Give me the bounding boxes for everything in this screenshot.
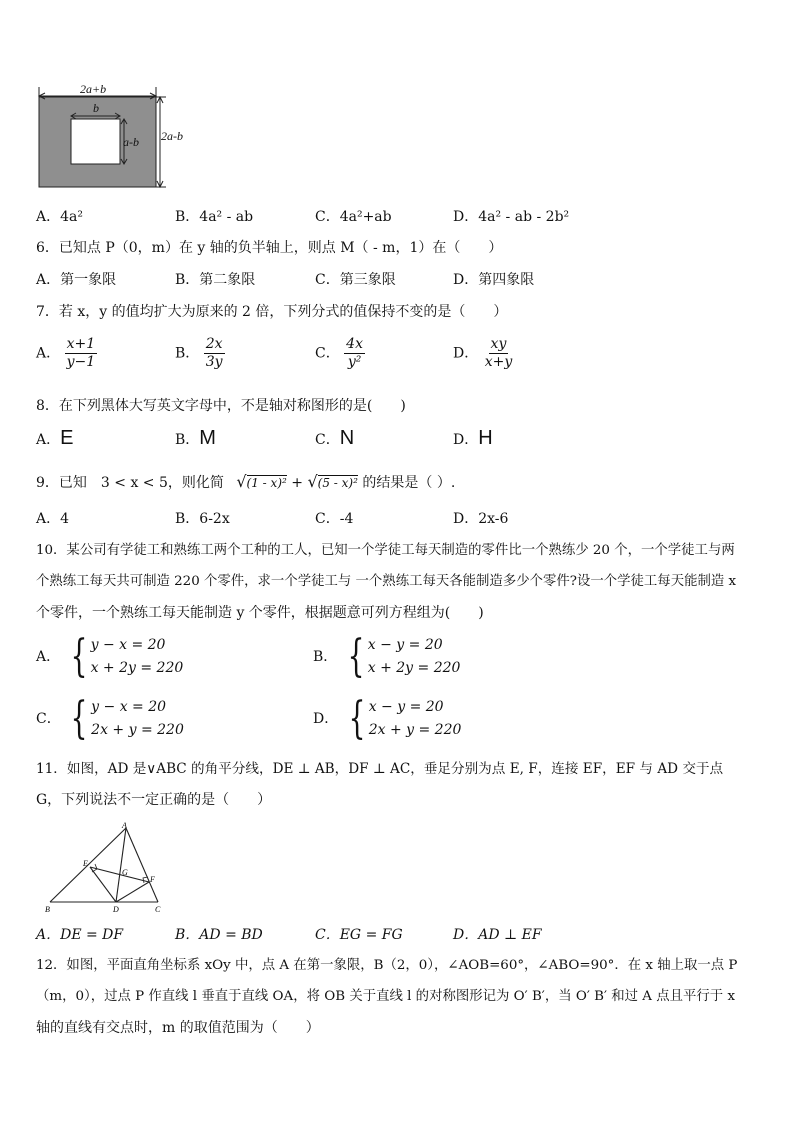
- q10-option-a: [36, 631, 184, 682]
- q8-letter-a: E: [60, 427, 74, 449]
- q10-option-b: [313, 631, 461, 682]
- label-f: F: [150, 875, 155, 884]
- q11-line-2: G，下列说法不一定正确的是（ ）: [36, 792, 272, 808]
- q9-option-b: B．6-2x: [175, 511, 230, 527]
- q11-option-a: A．DE = DF: [36, 927, 124, 943]
- q12-line-3: 轴的直线有交点时，m 的取值范围为（ ）: [36, 1020, 320, 1036]
- q9-plus: +: [291, 475, 303, 491]
- q9-option-c: C．-4: [315, 511, 354, 527]
- q10-label-a: A．: [36, 649, 61, 665]
- q6-option-d: D．第四象限: [453, 272, 535, 288]
- q7-label-d: D．: [453, 345, 479, 362]
- q7-label-a: A．: [36, 345, 61, 362]
- q5-figure: [30, 82, 190, 190]
- q8-letter-d: H: [478, 427, 493, 449]
- q6-stem: 6．已知点 P（0，m）在 y 轴的负半轴上，则点 M（ - m，1）在（ ）: [36, 240, 503, 256]
- q10-system-d: { x − y = 20 2x + y = 220: [348, 693, 462, 744]
- q5-option-d: D．4a² - ab - 2b²: [453, 209, 570, 225]
- label-g: G: [122, 868, 128, 877]
- q8-label-a: A．: [36, 432, 61, 448]
- label-b: B: [45, 905, 50, 914]
- q8-letter-b: M: [199, 427, 216, 449]
- q8-option-c: [315, 429, 354, 449]
- q11-option-b: B．AD = BD: [175, 927, 263, 943]
- label-c: C: [155, 905, 161, 914]
- q7-option-d: [453, 336, 514, 371]
- q8-option-a: [36, 429, 73, 449]
- inner-rectangle: [71, 119, 120, 164]
- segment-ab: [50, 828, 126, 902]
- q10-label-d: D．: [313, 711, 339, 727]
- label-e: E: [83, 859, 88, 868]
- q6-option-a: A．第一象限: [36, 272, 117, 288]
- q7-stem: 7．若 x，y 的值均扩大为原来的 2 倍，下列分式的值保持不变的是（ ）: [36, 304, 508, 320]
- q10-line-1: 10．某公司有学徒工和熟练工两个工种的工人，已知一个学徒工每天制造的零件比一个熟练少 20 个，一个学徒工与两: [36, 543, 735, 558]
- q8-letter-c: N: [339, 427, 355, 449]
- q8-label-d: D．: [453, 432, 479, 448]
- q10-system-b: { x − y = 20 x + 2y = 220: [347, 631, 461, 682]
- q5-inner-top-label: b: [93, 101, 99, 115]
- q8-option-b: [175, 429, 216, 449]
- q8-stem: 8．在下列黑体大写英文字母中，不是轴对称图形的是( ): [36, 398, 406, 414]
- q9-radical-2: √(5 - x)²: [307, 472, 358, 491]
- label-a: A: [122, 822, 127, 830]
- q7-fraction-a: $\frac{x+1}{y-1}$: [66, 336, 96, 370]
- q5-inner-side-label: a-b: [123, 135, 139, 149]
- q5-option-c: C．4a²+ab: [315, 209, 392, 225]
- q6-option-b: B．第二象限: [175, 272, 256, 288]
- segment-ac: [126, 828, 158, 902]
- q11-line-1: 11．如图，AD 是∨ABC 的角平分线，DE ⊥ AB，DF ⊥ AC，垂足分别为点 E, F，连接 EF，EF 与 AD 交于点: [36, 761, 724, 777]
- q10-option-d: [313, 693, 462, 744]
- q7-label-c: C．: [315, 345, 340, 362]
- q11-triangle-figure: [42, 822, 172, 914]
- q10-system-a: { y − x = 20 x + 2y = 220: [70, 631, 184, 682]
- q9-stem-prefix: 9．已知 3 < x < 5，则化简: [36, 475, 224, 491]
- q9-stem: [36, 473, 455, 492]
- q5-option-b: B．4a² - ab: [175, 209, 254, 225]
- q7-option-b: [175, 336, 225, 371]
- q5-option-a: A．4a²: [36, 209, 83, 225]
- q7-fraction-c: $\frac{4x}{\text{y²}}$: [346, 336, 363, 370]
- q12-line-1: 12．如图，平面直角坐标系 xOy 中，点 A 在第一象限，B（2，0），∠AOB=60°，∠ABO=90°．在 x 轴上取一点 P: [36, 958, 738, 973]
- q11-option-c: C．EG = FG: [315, 927, 403, 943]
- q7-option-a: [36, 336, 97, 371]
- q9-stem-suffix: 的结果是（ ）.: [362, 475, 456, 491]
- q10-label-b: B．: [313, 649, 338, 665]
- q9-option-d: D．2x-6: [453, 511, 509, 527]
- q5-side-label: 2a-b: [161, 129, 183, 143]
- q7-fraction-b: $\frac{2x}{3y}$: [205, 336, 223, 370]
- q8-label-b: B．: [175, 432, 200, 448]
- q11-option-d: D．AD ⊥ EF: [453, 927, 542, 943]
- q7-option-c: [315, 336, 365, 371]
- q6-option-c: C．第三象限: [315, 272, 396, 288]
- q8-option-d: [453, 429, 493, 449]
- segment-ad: [116, 828, 126, 902]
- segment-df: [116, 882, 149, 902]
- q10-label-c: C．: [36, 711, 61, 727]
- label-d: D: [113, 905, 119, 914]
- q10-system-c: { y − x = 20 2x + y = 220: [70, 693, 184, 744]
- q12-line-2: （m，0），过点 P 作直线 l 垂直于直线 OA，将 OB 关于直线 l 的对称图形记为 O′ B′，当 O′ B′ 和过 A 点且平行于 x: [36, 989, 735, 1004]
- q7-fraction-d: $\frac{xy}{x+y}$: [484, 336, 513, 370]
- q10-line-2: 个熟练工每天共可制造 220 个零件，求一个学徒工与 一个熟练工每天各能制造多少个零件?设一个学徒工每天能制造 x: [36, 574, 737, 589]
- q10-option-c: [36, 693, 184, 744]
- q9-radical-1: √(1 - x)²: [236, 472, 287, 491]
- q9-option-a: A．4: [36, 511, 70, 527]
- q7-label-b: B．: [175, 345, 200, 362]
- q8-label-c: C．: [315, 432, 340, 448]
- q10-line-3: 个零件，一个熟练工每天能制造 y 个零件，根据题意可列方程组为( ): [36, 605, 484, 621]
- q5-top-label: 2a+b: [80, 82, 107, 96]
